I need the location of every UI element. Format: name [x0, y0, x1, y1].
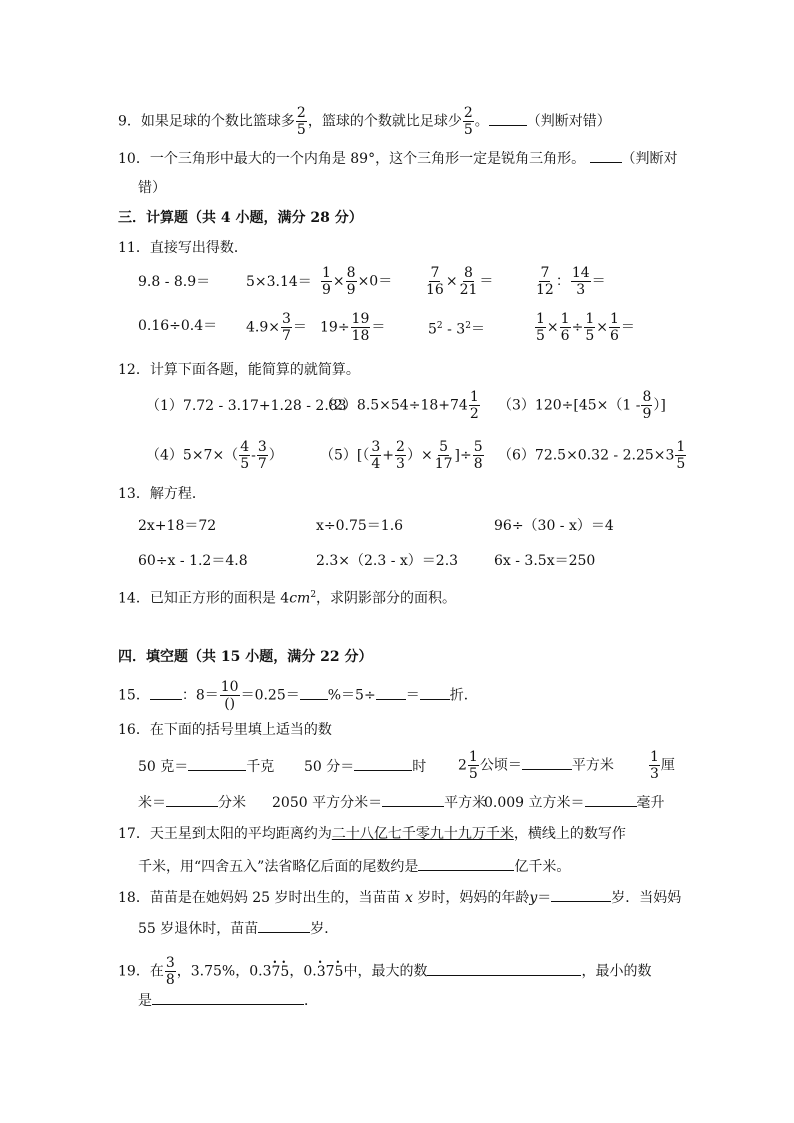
question-10-cont: 错）: [138, 180, 166, 196]
calc-item: （1）7.72 - 3.17+1.28 - 2.83: [146, 398, 347, 414]
question-12: 12．计算下面各题，能简算的就简算。: [118, 362, 360, 378]
answer-blank[interactable]: [188, 756, 246, 771]
calc-item: $\frac{1}{9}$ × $\frac{8}{9}$ ×0＝: [322, 265, 393, 298]
answer-blank[interactable]: [150, 685, 182, 700]
equation: 2.3×（2.3 - x）＝2.3: [316, 553, 459, 569]
calc-item: （3）120÷[45×（1 - $\frac{8}{9}$ ）]: [498, 389, 666, 422]
answer-blank[interactable]: [166, 792, 218, 807]
answer-blank[interactable]: [489, 111, 527, 126]
equation: 6x - 3.5x＝250: [494, 553, 596, 569]
question-11: 11．直接写出得数．: [118, 240, 248, 256]
question-18: 18．苗苗是在她妈妈 25 岁时出生的，当苗苗 x 岁时，妈妈的年龄y＝ 岁．当妈妈: [118, 887, 681, 908]
calc-item: 19÷ $\frac{19}{18}$ ＝: [320, 311, 386, 344]
calc-item: （6）72.5×0.32 - 2.25×3 $\frac{1}{5}$: [498, 439, 686, 472]
equation: 60÷x - 1.2＝4.8: [138, 553, 248, 569]
fill-item: 2 $\frac{1}{5}$ 公顷＝ 平方米: [458, 749, 614, 782]
calc-item: （5）[（ $\frac{3}{4}$ + $\frac{2}{3}$ ）× $\frac{5}{17}$ ]÷ $\frac{5}{8}$: [320, 439, 483, 472]
fraction: $\frac{2}{5}$: [296, 105, 306, 138]
calc-item: $\frac{7}{16}$ × $\frac{8}{21}$ ＝: [426, 265, 494, 298]
question-10: 10．一个三角形中最大的一个内角是 89°，这个三角形一定是锐角三角形。 （判断对: [118, 148, 678, 169]
fill-item: 50 分＝ 时: [304, 756, 426, 777]
equation: x÷0.75＝1.6: [316, 518, 404, 534]
question-9: 9．如果足球的个数比篮球多 $\frac{2}{5}$ ，篮球的个数就比足球少 $\frac{2}{5}$ 。 （判断对错）: [118, 105, 611, 138]
answer-blank[interactable]: [300, 685, 328, 700]
equation: 2x+18＝72: [138, 518, 217, 534]
answer-blank[interactable]: [585, 792, 637, 807]
question-14: 14．已知正方形的面积是 $4cm^2$，求阴影部分的面积。: [118, 590, 457, 607]
question-17-cont: 千米，用“四舍五入”法省略亿后面的尾数约是 亿千米。: [138, 856, 570, 877]
answer-blank[interactable]: [382, 792, 444, 807]
calc-item: 0.16÷0.4＝: [138, 318, 218, 334]
question-19-cont: 是 ．: [138, 990, 318, 1011]
answer-blank[interactable]: [420, 685, 450, 700]
section-3-heading: 三．计算题（共 4 小题，满分 28 分）: [118, 210, 363, 226]
question-19: 19．在 $\frac{3}{8}$ ，3.75%，0.3• 7• 5，0.• 37• 5中，最大的数 ，最小的数: [118, 956, 651, 987]
calc-item: $\frac{7}{12}$ ： $\frac{14}{3}$ ＝: [536, 265, 606, 298]
answer-blank[interactable]: [427, 961, 581, 976]
question-17: 17．天王星到太阳的平均距离约为二十八亿七千零九十九万千米，横线上的数写作: [118, 826, 626, 842]
answer-blank[interactable]: [522, 755, 572, 770]
answer-blank[interactable]: [258, 918, 310, 933]
fill-item: 0.009 立方米＝ 毫升: [484, 792, 665, 813]
fill-item: 2050 平方分米＝ 平方米: [272, 792, 486, 813]
question-13: 13．解方程．: [118, 486, 206, 502]
equation: 96÷（30 - x）＝4: [494, 518, 614, 534]
answer-blank[interactable]: [354, 756, 412, 771]
calc-item: $5^2 - 3^2=$: [428, 321, 485, 338]
fill-item: 米＝ 分米: [138, 792, 246, 813]
answer-blank[interactable]: [152, 990, 304, 1005]
calc-item: （4）5×7×（ $\frac{4}{5}$ - $\frac{3}{7}$ ）: [146, 439, 283, 472]
answer-blank[interactable]: [590, 148, 622, 163]
calc-item: （2）8.5×54÷18+74 $\frac{1}{2}$: [320, 389, 479, 422]
answer-blank[interactable]: [551, 887, 611, 902]
question-16: 16．在下面的括号里填上适当的数: [118, 722, 332, 738]
fill-item: $\frac{1}{3}$ 厘: [650, 749, 675, 782]
question-18-cont: 55 岁退休时，苗苗 岁．: [138, 918, 338, 939]
question-15: 15． ：8＝ $\frac{10}{()}$ ＝0.25＝ %＝5÷ ＝ 折．: [118, 679, 478, 712]
calc-item: $\frac{1}{5}$ × $\frac{1}{6}$ ÷ $\frac{1}{5}$ × $\frac{1}{6}$ ＝: [536, 311, 635, 344]
calc-item: 9.8 - 8.9＝: [138, 274, 211, 290]
fill-item: 50 克＝ 千克: [138, 756, 274, 777]
calc-item: 4.9× $\frac{3}{7}$ ＝: [246, 311, 307, 344]
section-4-heading: 四．填空题（共 15 小题，满分 22 分）: [118, 649, 373, 665]
calc-item: 5×3.14＝: [246, 274, 312, 290]
answer-blank[interactable]: [418, 856, 514, 871]
answer-blank[interactable]: [376, 685, 406, 700]
